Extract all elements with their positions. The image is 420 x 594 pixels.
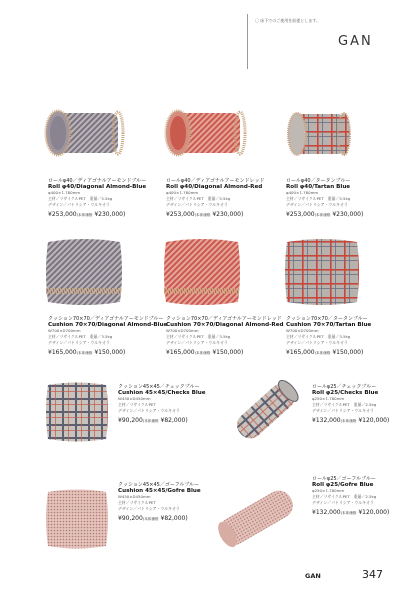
product-cushion-diagonal-almond-red bbox=[166, 316, 284, 356]
product-designer: デザイン／パトリシア・ウルキオラ bbox=[48, 202, 110, 207]
product-cushion-gofre-blue bbox=[118, 482, 201, 522]
product-designer: デザイン／パトリシア・ウルキオラ bbox=[312, 500, 374, 505]
product-designer: デザイン／パトリシア・ウルキオラ bbox=[48, 340, 110, 345]
product-price: ¥90,200(本体価格 ¥82,000) bbox=[118, 417, 188, 424]
product-roll-checks-blue bbox=[312, 384, 389, 424]
product-designer: デザイン／パトリシア・ウルキオラ bbox=[286, 340, 348, 345]
product-designer: デザイン／パトリシア・ウルキオラ bbox=[312, 408, 374, 413]
product-name-jp: ロールφ40／ディアゴナルアーモンドブルー bbox=[48, 178, 147, 184]
product-name-en: Cushion 70×70/Tartan Blue bbox=[286, 322, 372, 328]
product-price: ¥90,200(本体価格 ¥82,000) bbox=[118, 515, 188, 522]
product-designer: デザイン／パトリシア・ウルキオラ bbox=[166, 340, 228, 345]
product-price: ¥165,000(本体価格 ¥150,000) bbox=[48, 349, 126, 356]
brand-logo: GAN bbox=[338, 34, 373, 49]
product-material: 主材／リサイクルPET 重量／5.5kg bbox=[286, 196, 351, 201]
product-name-jp: クッション45×45／ゴーフルブルー bbox=[118, 482, 200, 488]
product-price: ¥132,000(本体価格 ¥120,000) bbox=[312, 509, 390, 516]
product-material: 主材／リサイクルPET 重量／5.5kg bbox=[48, 196, 113, 201]
cushion-checks-blue-image bbox=[44, 380, 110, 444]
product-size: φ250×Ｌ780mm bbox=[312, 488, 345, 493]
product-price: ¥165,000(本体価格 ¥150,000) bbox=[286, 349, 364, 356]
product-material: 主材／リサイクルPET 重量／2.5kg bbox=[312, 494, 377, 499]
usage-note: 〇 床下でのご使用を前提とします。 bbox=[255, 18, 320, 23]
cushion-tartan-blue-image bbox=[283, 236, 361, 310]
product-cushion-checks-blue bbox=[118, 384, 206, 424]
product-name-en: Roll φ40/Diagonal Almond-Red bbox=[166, 184, 263, 190]
footer-brand: GAN bbox=[305, 572, 321, 580]
cushion-diagonal-almond-blue-image bbox=[44, 236, 124, 310]
roll-diagonal-almond-red-image bbox=[162, 95, 252, 167]
product-roll-diagonal-almond-red bbox=[166, 178, 264, 218]
product-size: φ400×Ｌ780mm bbox=[48, 190, 81, 195]
product-material: 主材／リサイクルPET bbox=[118, 402, 156, 407]
product-name-jp: ロールφ40／タータンブルー bbox=[286, 178, 351, 184]
product-name-jp: クッション45×45／チェックブルー bbox=[118, 384, 200, 390]
product-name-en: Roll φ40/Diagonal Almond-Blue bbox=[48, 184, 147, 190]
roll-diagonal-almond-blue-image bbox=[42, 95, 130, 167]
page-number: 347 bbox=[362, 568, 383, 581]
header-divider bbox=[247, 14, 248, 69]
roll-checks-blue-image bbox=[226, 372, 306, 450]
product-designer: デザイン／パトリシア・ウルキオラ bbox=[118, 408, 180, 413]
product-price: ¥253,000(本体価格 ¥230,000) bbox=[166, 211, 244, 218]
product-material: 主材／リサイクルPET 重量／2.5kg bbox=[312, 402, 377, 407]
product-price: ¥253,000(本体価格 ¥230,000) bbox=[48, 211, 126, 218]
product-name-en: Cushion 70×70/Diagonal Almond-Blue bbox=[48, 322, 168, 328]
product-name-jp: クッション70×70／ディアゴナルアーモンドレッド bbox=[166, 316, 282, 322]
product-size: W700×D700mm bbox=[166, 328, 199, 333]
product-name-en: Roll φ25/Gofre Blue bbox=[312, 482, 374, 488]
product-roll-tartan-blue bbox=[286, 178, 363, 218]
product-name-jp: クッション70×70／ディアゴナルアーモンドブルー bbox=[48, 316, 164, 322]
product-roll-gofre-blue bbox=[312, 476, 389, 516]
product-price: ¥165,000(本体価格 ¥150,000) bbox=[166, 349, 244, 356]
product-size: W450×D450mm bbox=[118, 494, 151, 499]
product-cushion-diagonal-almond-blue bbox=[48, 316, 167, 356]
product-material: 主材／リサイクルPET 重量／3.5kg bbox=[286, 334, 351, 339]
product-material: 主材／リサイクルPET 重量／5.5kg bbox=[166, 196, 231, 201]
product-size: W450×D450mm bbox=[118, 396, 151, 401]
product-material: 主材／リサイクルPET 重量／3.5kg bbox=[166, 334, 231, 339]
product-designer: デザイン／パトリシア・ウルキオラ bbox=[286, 202, 348, 207]
product-price: ¥132,000(本体価格 ¥120,000) bbox=[312, 417, 390, 424]
cushion-diagonal-almond-red-image bbox=[162, 236, 242, 310]
product-material: 主材／リサイクルPET 重量／3.5kg bbox=[48, 334, 113, 339]
product-name-en: Roll φ40/Tartan Blue bbox=[286, 184, 351, 190]
product-material: 主材／リサイクルPET bbox=[118, 500, 156, 505]
product-price: ¥253,000(本体価格 ¥230,000) bbox=[286, 211, 364, 218]
product-designer: デザイン／パトリシア・ウルキオラ bbox=[118, 506, 180, 511]
roll-tartan-blue-image bbox=[284, 98, 356, 166]
product-size: W700×D700mm bbox=[286, 328, 319, 333]
product-name-jp: ロールφ40／ディアゴナルアーモンドレッド bbox=[166, 178, 265, 184]
product-size: φ400×Ｌ780mm bbox=[286, 190, 319, 195]
product-size: φ250×Ｌ780mm bbox=[312, 396, 345, 401]
product-name-jp: ロールφ25／チェックブルー bbox=[312, 384, 377, 390]
product-name-en: Cushion 45×45/Gofre Blue bbox=[118, 488, 201, 494]
product-size: φ400×Ｌ780mm bbox=[166, 190, 199, 195]
product-designer: デザイン／パトリシア・ウルキオラ bbox=[166, 202, 228, 207]
product-cushion-tartan-blue bbox=[286, 316, 371, 356]
product-name-jp: ロールφ25／ゴーフルブルー bbox=[312, 476, 376, 482]
product-roll-diagonal-almond-blue bbox=[48, 178, 146, 218]
product-name-jp: クッション70×70／タータンブルー bbox=[286, 316, 368, 322]
product-name-en: Roll φ25/Checks Blue bbox=[312, 390, 379, 396]
product-name-en: Cushion 70×70/Diagonal Almond-Red bbox=[166, 322, 284, 328]
roll-gofre-blue-image bbox=[208, 476, 304, 560]
product-size: W700×D700mm bbox=[48, 328, 81, 333]
product-name-en: Cushion 45×45/Checks Blue bbox=[118, 390, 206, 396]
cushion-gofre-blue-image bbox=[44, 487, 110, 551]
